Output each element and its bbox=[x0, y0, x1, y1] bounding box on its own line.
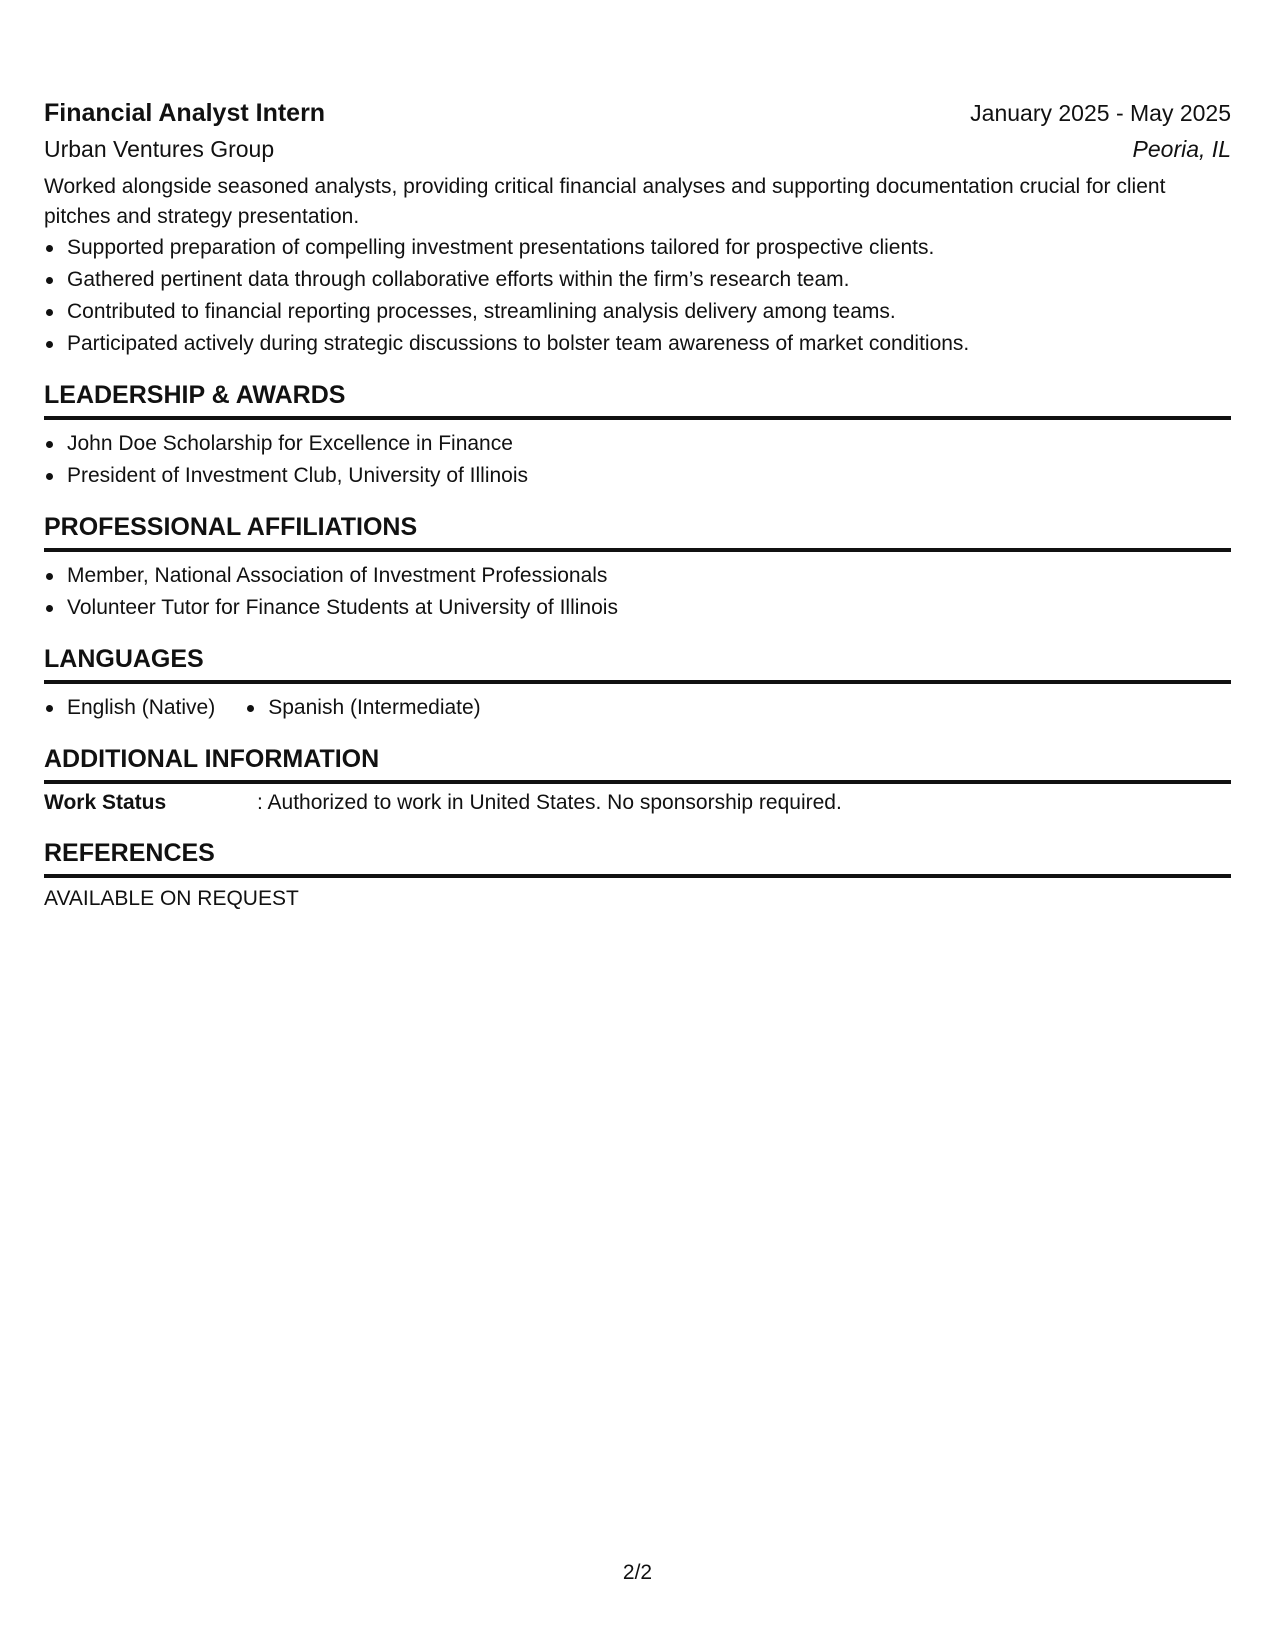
section-heading: ADDITIONAL INFORMATION bbox=[44, 742, 1231, 784]
languages-list bbox=[44, 692, 1231, 724]
list-item: Spanish (Intermediate) bbox=[245, 692, 480, 724]
job-dates: January 2025 - May 2025 bbox=[970, 100, 1231, 126]
section-heading: REFERENCES bbox=[44, 836, 1231, 878]
references-section bbox=[44, 836, 1231, 914]
leadership-list bbox=[44, 428, 1231, 492]
page-number: 2/2 bbox=[622, 1561, 653, 1584]
additional-info-section bbox=[44, 742, 1231, 818]
list-item: Participated actively during strategic discussions to bolster team awareness of market conditions. bbox=[44, 328, 1231, 360]
work-status-value: : Authorized to work in United States. No sponsorship required. bbox=[257, 791, 842, 814]
list-item: President of Investment Club, University of Illinois bbox=[44, 460, 1231, 492]
list-item: Member, National Association of Investment Professionals bbox=[44, 560, 1231, 592]
leadership-section bbox=[44, 378, 1231, 492]
work-status-row bbox=[44, 788, 1231, 818]
section-heading: PROFESSIONAL AFFILIATIONS bbox=[44, 510, 1231, 552]
list-item: English (Native) bbox=[44, 692, 215, 724]
references-text: AVAILABLE ON REQUEST bbox=[44, 887, 299, 910]
work-status-label: Work Status bbox=[44, 791, 167, 814]
list-item: Volunteer Tutor for Finance Students at University of Illinois bbox=[44, 592, 1231, 624]
affiliations-section bbox=[44, 510, 1231, 624]
job-entry bbox=[44, 96, 1231, 360]
section-heading: LANGUAGES bbox=[44, 642, 1231, 684]
section-heading: LEADERSHIP & AWARDS bbox=[44, 378, 1231, 420]
job-title: Financial Analyst Intern bbox=[44, 99, 326, 127]
list-item: Gathered pertinent data through collaborative efforts within the firm’s research team. bbox=[44, 264, 1231, 296]
job-summary: Worked alongside seasoned analysts, providing critical financial analyses and supporting documentation crucial for client pitches and strategy presentation. bbox=[44, 175, 1166, 228]
languages-section bbox=[44, 642, 1231, 724]
job-subheader bbox=[44, 132, 1231, 166]
company-name: Urban Ventures Group bbox=[44, 136, 275, 162]
affiliations-list bbox=[44, 560, 1231, 624]
job-header bbox=[44, 96, 1231, 130]
list-item: Contributed to financial reporting processes, streamlining analysis delivery among teams. bbox=[44, 296, 1231, 328]
job-bullet-list bbox=[44, 232, 1231, 360]
list-item: Supported preparation of compelling investment presentations tailored for prospective clients. bbox=[44, 232, 1231, 264]
job-location: Peoria, IL bbox=[1132, 136, 1231, 162]
list-item: John Doe Scholarship for Excellence in Finance bbox=[44, 428, 1231, 460]
resume-page bbox=[44, 96, 1231, 914]
